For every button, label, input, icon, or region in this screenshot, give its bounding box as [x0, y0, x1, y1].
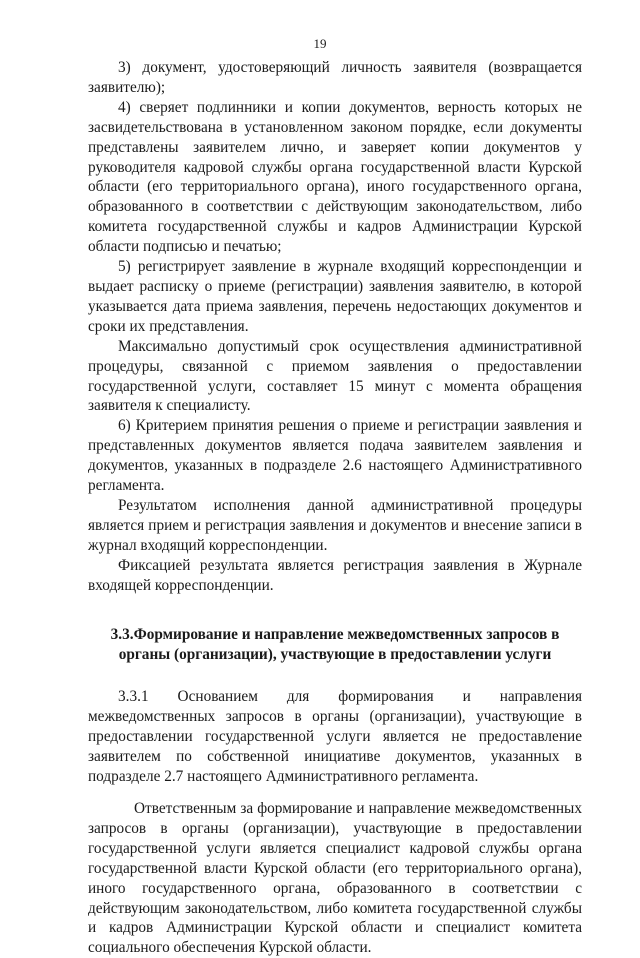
document-body [88, 58, 582, 958]
paragraph: 6) Критерием принятия решения о приеме и регистрации заявления и представленных документов является подача заявителем заявления и документов, указанных в подразделе 2.6 настоящего Административного регламента. [88, 417, 582, 495]
paragraph: Результатом исполнения данной административной процедуры является прием и регистрация заявления и документов и внесение записи в журнал входящий корреспонденции. [88, 496, 582, 554]
paragraph: 4) сверяет подлинники и копии документов, верность которых не засвидетельствована в установленном законом порядке, если документы представлены заявителем лично, и заверяет копии документов у руководителя кадровой службы органа государственной власти Курской области (его территориального органа), иного государственного органа, образованного в соответствии с действующим законодательством, либо комитета государственной службы и кадров Администрации Курской области подписью и печатью; [88, 98, 582, 256]
paragraph: Максимально допустимый срок осуществления административной процедуры, связанной с приемом заявления о предоставлении государственной услуги, составляет 15 минут с момента обращения заявителя к специалисту. [88, 337, 582, 415]
paragraph: 5) регистрирует заявление в журнале входящий корреспонденции и выдает расписку о приеме (регистрации) заявления заявителю, в которой указывается дата приема заявления, перечень недостающих документов и сроки их представления. [88, 258, 582, 335]
paragraph: Фиксацией результата является регистрация заявления в Журнале входящей корреспонденции. [88, 556, 582, 594]
paragraph: 3) документ, удостоверяющий личность заявителя (возвращается заявителю); [88, 59, 582, 96]
paragraph: 3.3.1 Основанием для формирования и направления межведомственных запросов в органы (организации), участвующие в предоставлении государственной услуги является не предоставление заявителем по собственной инициативе документов, указанных в подразделе 2.7 настоящего Административного регламента. [88, 688, 582, 786]
section-heading: 3.3.Формирование и направление межведомственных запросов в органы (организации), участвующие в предоставлении услуги [110, 626, 560, 664]
page-number: 19 [313, 36, 327, 51]
paragraph: Ответственным за формирование и направление межведомственных запросов в органы (организации), участвующие в предоставлении государственной услуги является специалист кадровой службы органа государственной власти Курской области (его территориального органа), иного государственного органа, образованного в соответствии с действующим законодательством, либо комитета государственной службы и кадров Администрации Курской области и специалист комитета социального обеспечения Курской области. [88, 800, 582, 957]
